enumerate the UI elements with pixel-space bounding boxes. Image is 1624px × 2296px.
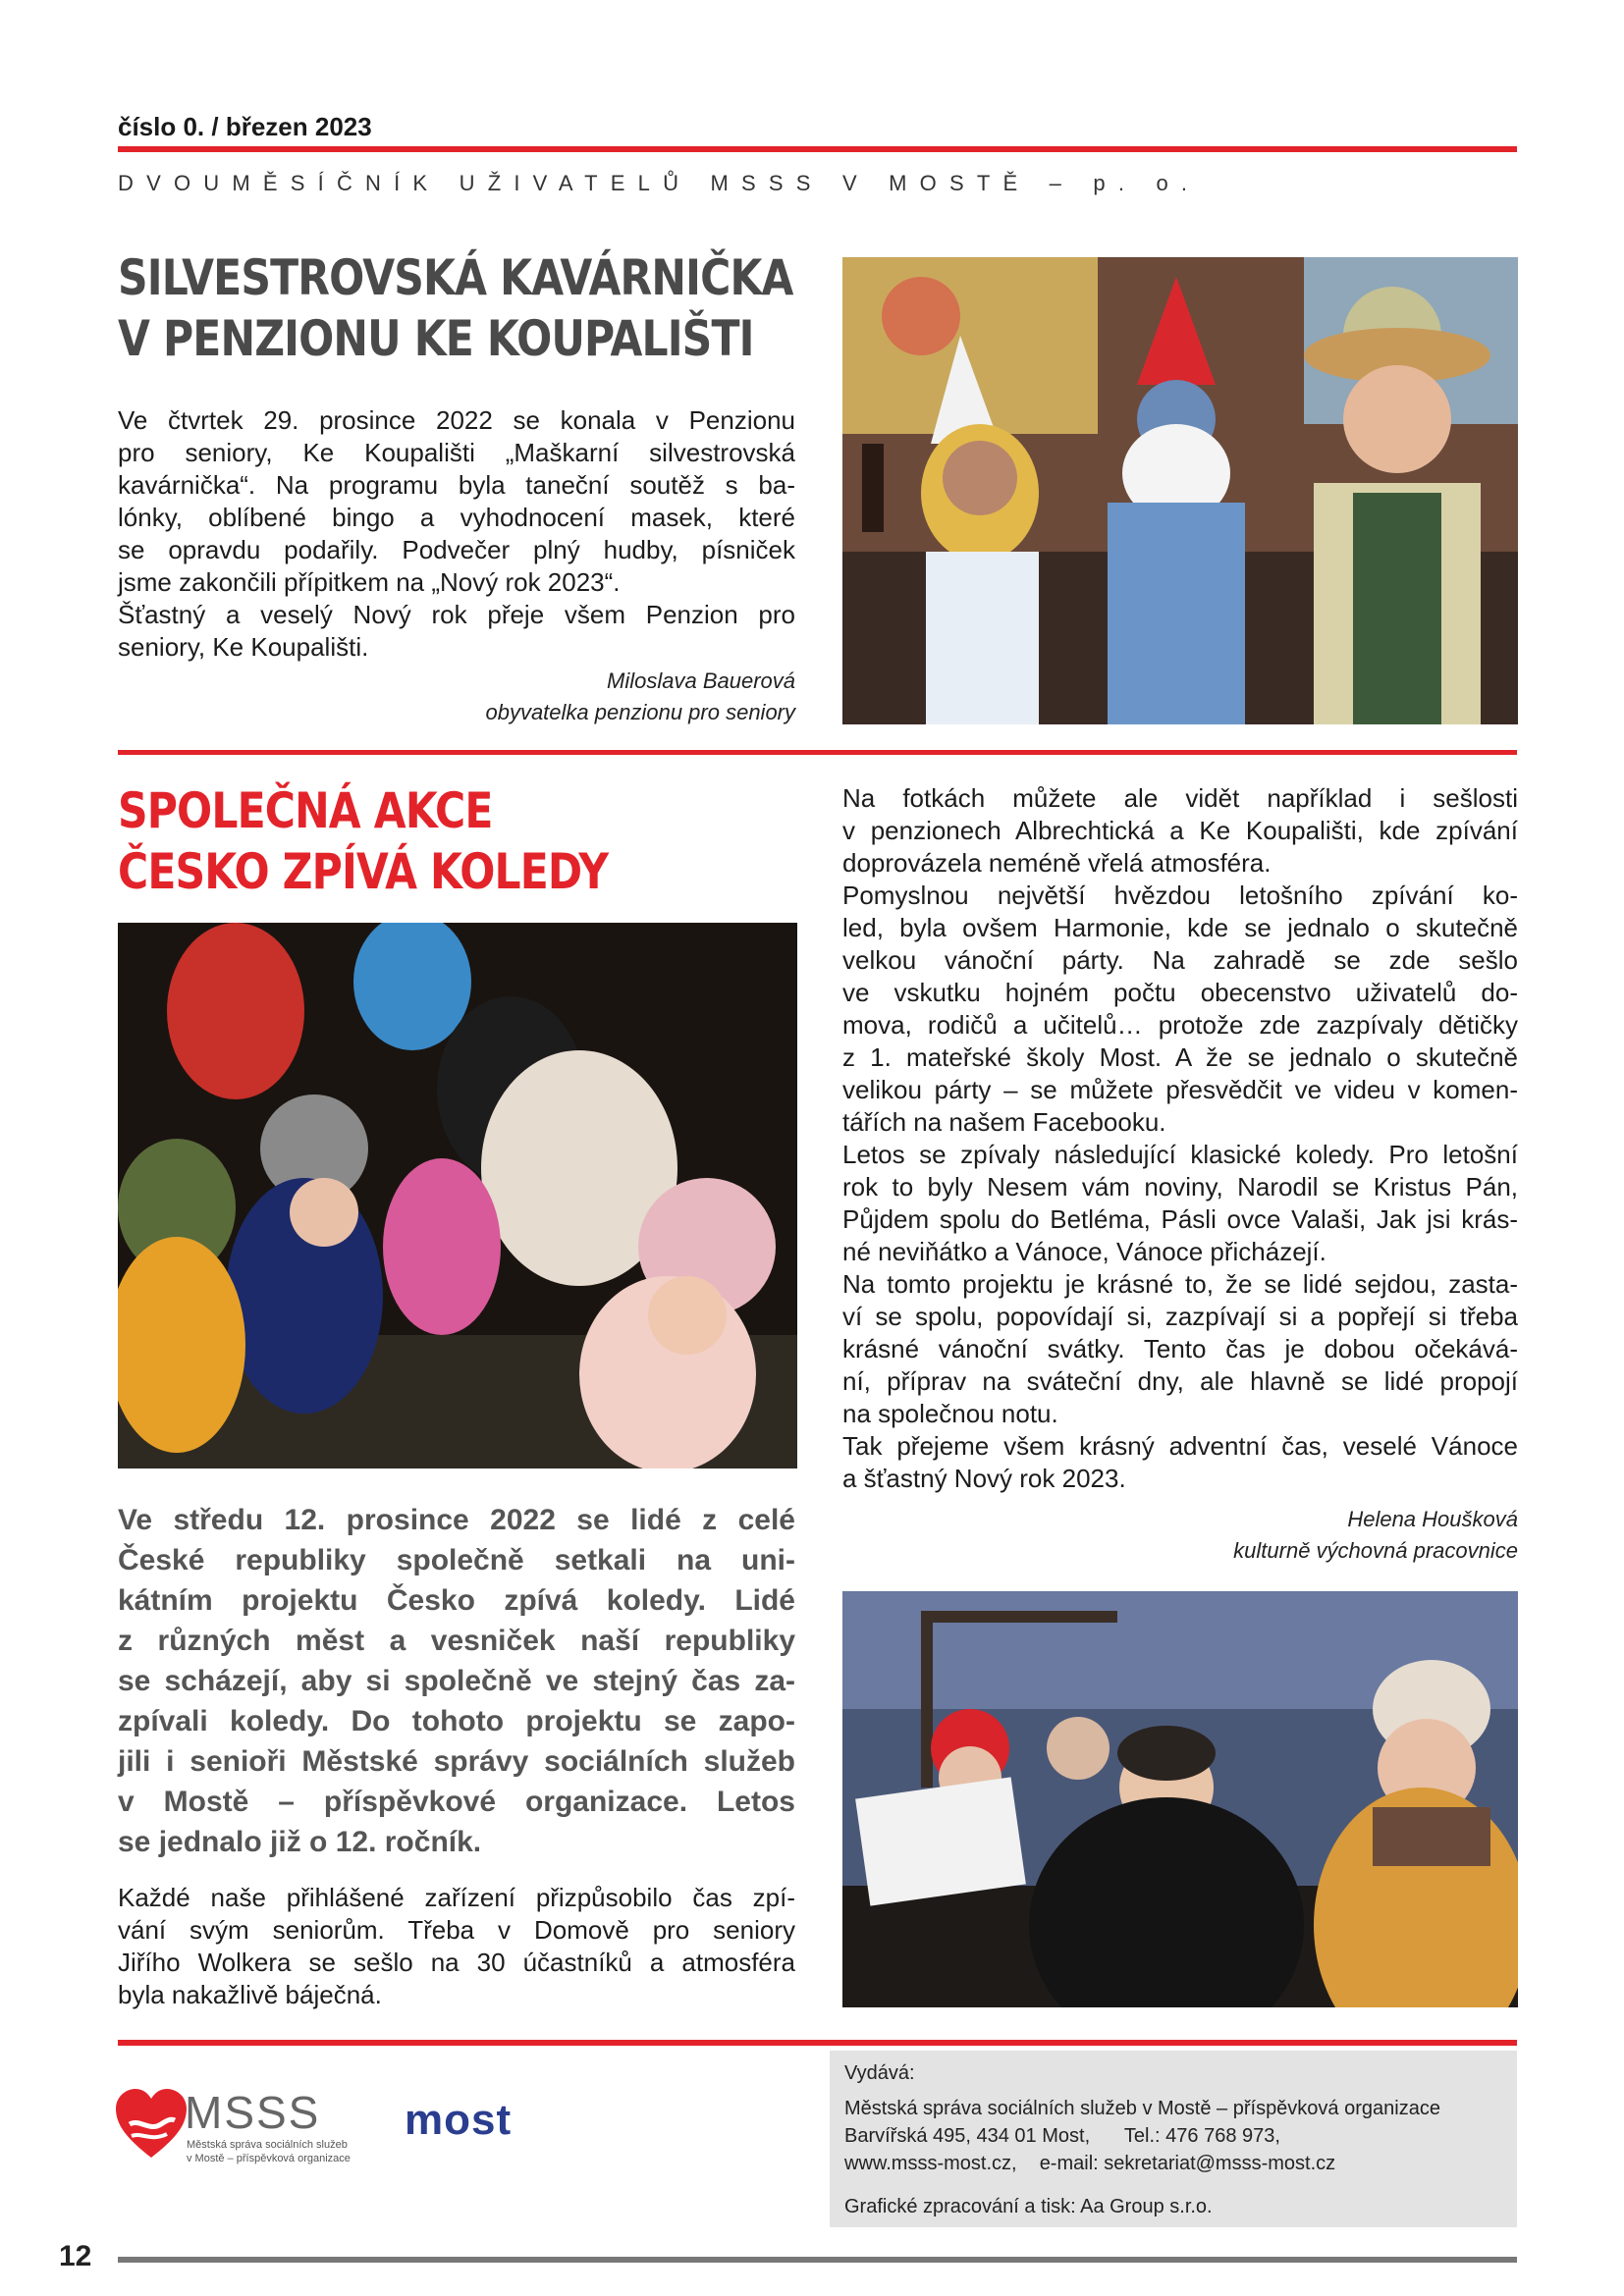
- article1-line: pro seniory, Ke Koupališti „Maškarní silvestrovská: [118, 438, 795, 467]
- right-line: tářích na našem Facebooku.: [842, 1107, 1166, 1137]
- article2-signature: [1080, 1504, 1518, 1567]
- right-line: rok to byly Nesem vám noviny, Narodil se Kristus Pán,: [842, 1172, 1518, 1201]
- section-rule: [118, 750, 1517, 755]
- article2-right-text: [842, 782, 1518, 1495]
- publisher-label: Vydává:: [844, 2062, 915, 2084]
- left-line: Jiřího Wolkera se sešlo na 30 účastníků a atmosféra: [118, 1948, 795, 1977]
- lead-line: České republiky společně setkali na uni-: [118, 1544, 795, 1576]
- publisher-email[interactable]: e-mail: sekretariat@msss-most.cz: [1039, 2153, 1336, 2174]
- bottom-rule: [118, 2257, 1517, 2263]
- right-line: krásné vánoční svátky. Tento čas je dobou očekává-: [842, 1334, 1518, 1363]
- left-line: Každé naše přihlášené zařízení přizpůsobilo čas zpí-: [118, 1883, 795, 1912]
- issue-label: číslo 0. / březen 2023: [118, 112, 372, 141]
- publisher-name: Městská správa sociálních služeb v Mostě – příspěvková organizace: [844, 2098, 1440, 2119]
- article1-signature: [393, 666, 795, 728]
- right-line: Pomyslnou největší hvězdou letošního zpívání ko-: [842, 881, 1518, 910]
- right-line: né neviňátko a Vánoce, Vánoce přicházejí.: [842, 1237, 1326, 1266]
- article1-line: seniory, Ke Koupališti.: [118, 632, 369, 662]
- article1-line: lónky, oblíbené bingo a vyhodnocení masek, které: [118, 503, 795, 532]
- right-line: Na fotkách můžete ale vidět například i sešlosti: [842, 783, 1518, 813]
- right-line: v penzionech Albrechtická a Ke Koupališti, kde zpívání: [842, 816, 1518, 845]
- carol-adults-photo: [842, 1591, 1518, 2007]
- article1-line: se opravdu podařily. Podvečer plný hudby, písniček: [118, 535, 795, 564]
- article2-title-line1: SPOLEČNÁ AKCE: [118, 782, 493, 839]
- right-line: z 1. mateřské školy Most. A že se jednalo o skutečně: [842, 1042, 1518, 1072]
- right-line: velikou párty – se můžete přesvědčit ve videu v komen-: [842, 1075, 1518, 1104]
- publisher-phone: Tel.: 476 768 973,: [1123, 2125, 1280, 2147]
- article1-title-line1: SILVESTROVSKÁ KAVÁRNIČKA: [118, 249, 793, 306]
- right-line: ní, příprav na sváteční dny, ale hlavně se lidé propojí: [842, 1366, 1518, 1396]
- right-line: Tak přejeme všem krásný adventní čas, veselé Vánoce: [842, 1431, 1518, 1461]
- article2-title-line2: ČESKO ZPÍVÁ KOLEDY: [118, 843, 609, 900]
- most-logo: most: [405, 2096, 513, 2144]
- lead-line: z různých měst a vesniček naší republiky: [118, 1625, 795, 1657]
- article1-line: jsme zakončili přípitkem na „Nový rok 2023“.: [118, 567, 621, 597]
- heart-logo-icon: [116, 2089, 187, 2162]
- right-line: doprovázela neméně vřelá atmosféra.: [842, 848, 1272, 878]
- article1-title-line2: V PENZIONU KE KOUPALIŠTI: [118, 310, 754, 367]
- msss-logo-sub2: v Mostě – příspěvková organizace: [187, 2153, 351, 2164]
- publisher-address: Barvířská 495, 434 01 Most,: [844, 2125, 1091, 2147]
- publisher-contact-line: [844, 2122, 1440, 2150]
- carnival-photo: [842, 257, 1518, 724]
- lead-line: Ve středu 12. prosince 2022 se lidé z celé: [118, 1504, 795, 1536]
- footer-rule: [118, 2040, 1517, 2046]
- left-line: byla nakažlivě báječná.: [118, 1980, 382, 2009]
- article1-author-role: obyvatelka penzionu pro seniory: [485, 700, 795, 724]
- lead-line: kátním projektu Česko zpívá koledy. Lidé: [118, 1584, 795, 1617]
- right-line: a šťastný Nový rok 2023.: [842, 1464, 1126, 1493]
- article1-line: kavárnička“. Na programu byla taneční soutěž s ba-: [118, 470, 795, 500]
- right-line: Na tomto projektu je krásné to, že se lidé sejdou, zasta-: [842, 1269, 1518, 1299]
- article1-line: Šťastný a veselý Nový rok přeje všem Penzion pro: [118, 600, 795, 629]
- right-line: velkou vánoční párty. Na zahradě se zde sešlo: [842, 945, 1518, 975]
- lead-line: zpívali koledy. Do tohoto projektu se zapo-: [118, 1705, 795, 1737]
- right-line: led, byla ovšem Harmonie, kde se jednalo o skutečně: [842, 913, 1518, 942]
- right-line: Letos se zpívaly následující klasické koledy. Pro letošní: [842, 1140, 1518, 1169]
- lead-line: v Mostě – příspěvkové organizace. Letos: [118, 1786, 795, 1818]
- msss-logo-text: MSSS: [185, 2087, 321, 2138]
- lead-line: se jednalo již o 12. ročník.: [118, 1826, 482, 1858]
- msss-logo: [116, 2089, 352, 2165]
- right-line: ve vskutku hojném počtu obecenstvo uživatelů do-: [842, 978, 1518, 1007]
- article2-author: Helena Houšková: [1347, 1507, 1518, 1531]
- article2-lead: [118, 1500, 795, 1862]
- publisher-web-line: [844, 2150, 1440, 2177]
- page-number: 12: [59, 2240, 92, 2272]
- lead-line: se scházejí, aby si společně ve stejný čas za-: [118, 1665, 795, 1697]
- right-line: mova, rodičů a učitelů… protože zde zazpívaly dětičky: [842, 1010, 1518, 1040]
- msss-logo-sub1: Městská správa sociálních služeb: [187, 2139, 348, 2151]
- right-line: ví se spolu, popovídají si, zazpívají si a popřejí si třeba: [842, 1302, 1518, 1331]
- article1-text: [118, 404, 795, 664]
- right-line: Půjdem spolu do Betléma, Pásli ovce Valaši, Jak jsi krás-: [842, 1204, 1518, 1234]
- article1-author: Miloslava Bauerová: [607, 668, 795, 693]
- header-rule: [118, 146, 1517, 152]
- lead-line: jili i senioři Městské správy sociálních služeb: [118, 1745, 795, 1778]
- publisher-info: [844, 2059, 1440, 2220]
- left-line: vání svým seniorům. Třeba v Domově pro seniory: [118, 1915, 795, 1945]
- carol-children-photo: [118, 923, 797, 1468]
- publisher-web[interactable]: www.msss-most.cz,: [844, 2153, 1017, 2174]
- publication-subtitle: DVOUMĚSÍČNÍK UŽIVATELŮ MSSS V MOSTĚ – p. o.: [118, 171, 1201, 195]
- article1-line: Ve čtvrtek 29. prosince 2022 se konala v Penzionu: [118, 405, 795, 435]
- article2-left-text: [118, 1882, 795, 2011]
- right-line: na společnou notu.: [842, 1399, 1058, 1428]
- article2-author-role: kulturně výchovná pracovnice: [1233, 1538, 1518, 1563]
- print-credit: Grafické zpracování a tisk: Aa Group s.r.o.: [844, 2196, 1213, 2217]
